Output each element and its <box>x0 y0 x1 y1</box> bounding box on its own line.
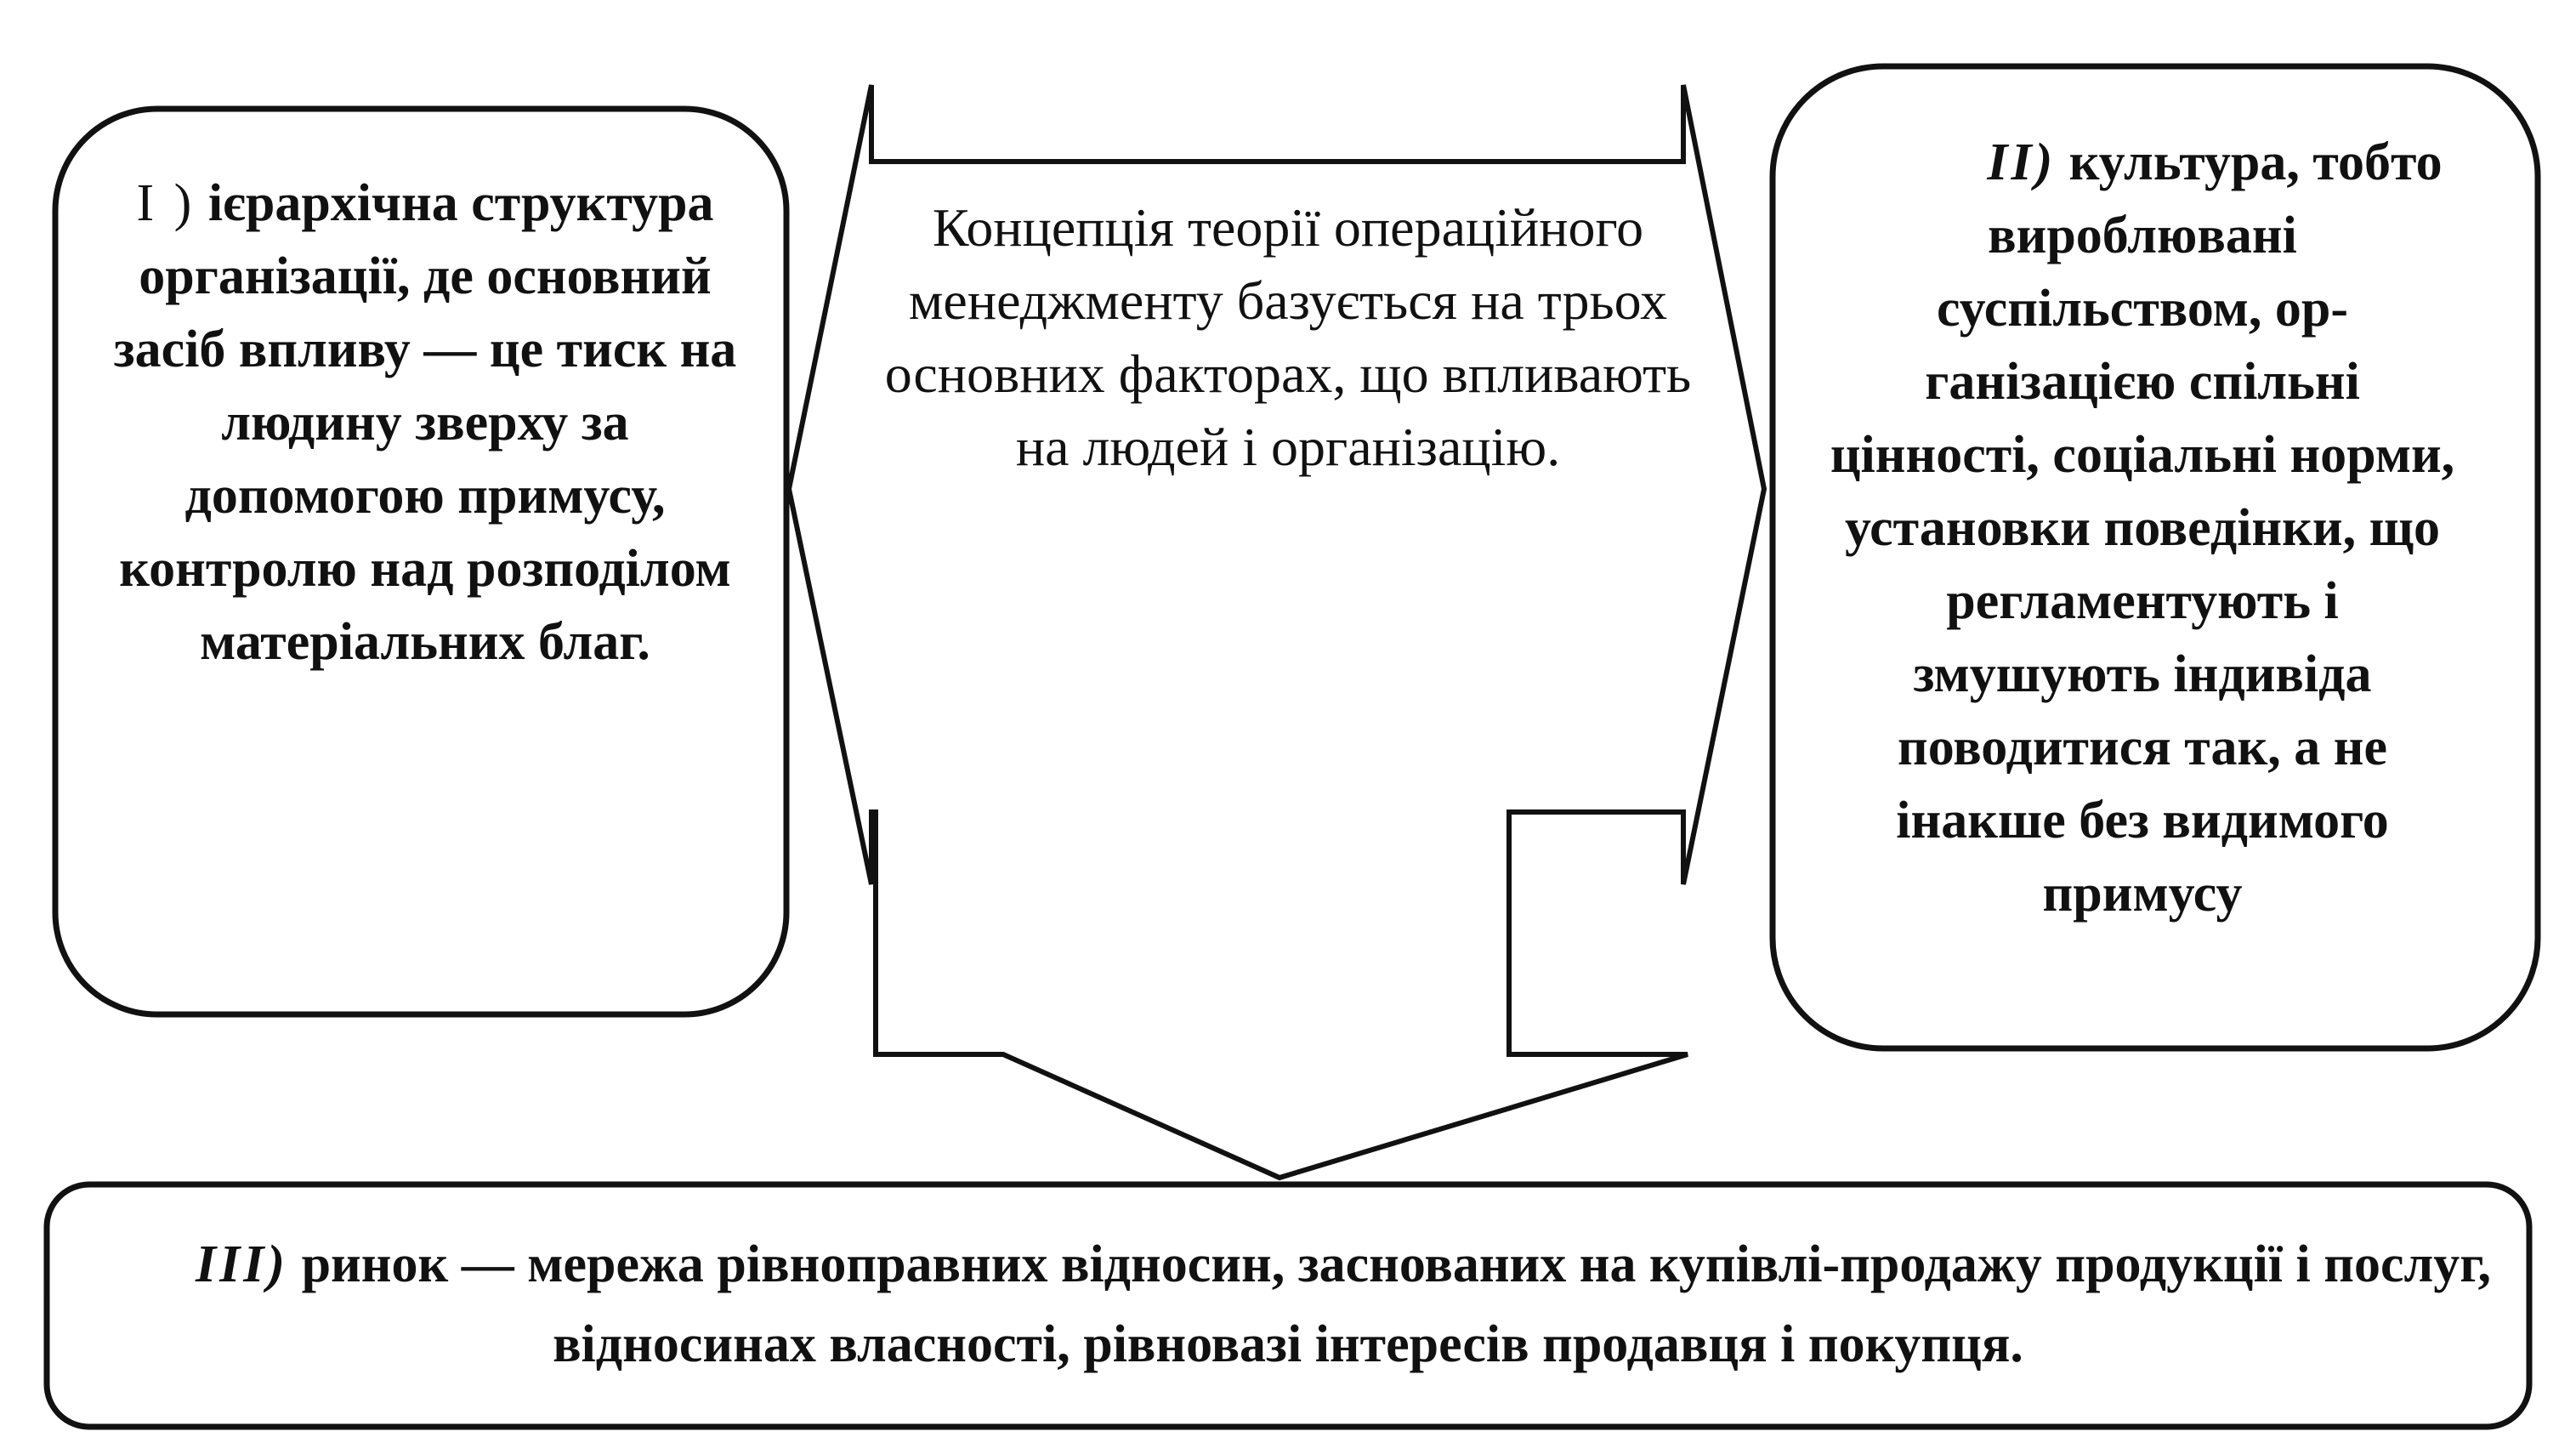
factor-2-number: II) <box>1987 133 2057 191</box>
factor-1-text <box>111 167 740 906</box>
factor-2-description: культура, тобто вироблювані суспільством, ор-ганізацією спільні цінності, соціальні норми, установки поведінки, що регламентують і змушують індивіда поводитися так, а не інакше без видимого примусу <box>1830 133 2455 923</box>
center-concept-text <box>884 191 1692 484</box>
factor-1-description: ієрархічна структура організації, де основний засіб впливу — це тиск на людину зверху за допомогою примусу, контролю над розподілом матеріальних благ. <box>113 174 737 671</box>
center-concept: Концепція теорії операційного менеджменту базується на трьох основних факторах, що впливають на людей і організацію. <box>884 197 1692 477</box>
factor-3-text <box>85 1224 2491 1394</box>
factor-3-number: III) <box>196 1235 289 1293</box>
factor-2-text <box>1828 126 2457 989</box>
factor-3-description: ринок — мережа рівноправних відносин, заснованих на купівлі-продажу продукції і послуг, відносинах власності, рівновазі інтересів продавця і покупця. <box>301 1235 2491 1373</box>
factor-1-number: I ) <box>136 174 196 232</box>
